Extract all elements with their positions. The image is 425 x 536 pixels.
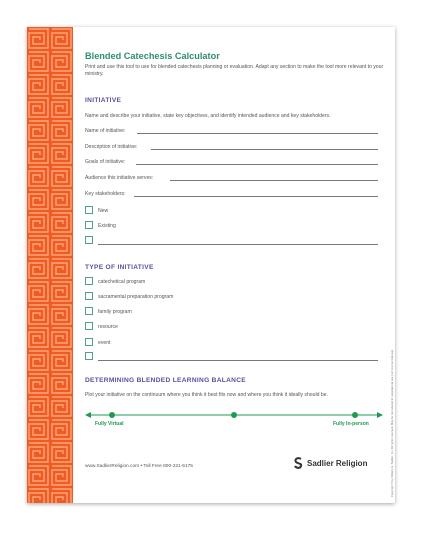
checkbox[interactable] <box>85 277 93 285</box>
checkbox-label: sacramental preparation program <box>98 294 174 300</box>
worksheet-content <box>85 27 385 503</box>
field-stakeholders[interactable] <box>85 190 378 198</box>
checkbox-label: family program <box>98 309 132 315</box>
footer-contact: www.SadlierReligion.com • Toll Free 800-221-5175 <box>85 464 193 469</box>
checkbox[interactable] <box>85 352 93 360</box>
field-label: Audience this initiative serves: <box>85 175 154 181</box>
write-line[interactable] <box>170 180 378 181</box>
write-line[interactable] <box>98 360 378 361</box>
continuum-scale[interactable] <box>85 407 383 437</box>
copyright-vertical: Copyright © by William H. Sadlier, Inc. All rights reserved. May be reproduced for educational use (not commercial use). <box>390 348 394 497</box>
checkbox[interactable] <box>85 322 93 330</box>
write-line[interactable] <box>134 196 378 197</box>
write-line[interactable] <box>98 244 378 245</box>
decorative-pattern <box>27 27 73 503</box>
sadlier-logo-icon <box>293 457 304 469</box>
arrow-left-icon <box>85 412 91 418</box>
field-description[interactable] <box>85 143 378 151</box>
checkbox[interactable] <box>85 292 93 300</box>
write-line[interactable] <box>136 164 378 165</box>
checkbox-label: New <box>98 208 109 214</box>
label-fully-in-person: Fully In-person <box>333 421 369 427</box>
arrow-right-icon <box>377 412 383 418</box>
section-heading-balance: DETERMINING BLENDED LEARNING BALANCE <box>85 377 246 384</box>
section-heading-initiative: INITIATIVE <box>85 97 122 104</box>
brand-name: Sadlier Religion <box>307 459 368 468</box>
checkbox[interactable] <box>85 236 93 244</box>
checkbox-label: resource <box>98 324 118 330</box>
checkbox-resource[interactable] <box>85 322 378 331</box>
checkbox-sacramental[interactable] <box>85 292 378 301</box>
checkbox-label: catechetical program <box>98 279 146 285</box>
checkbox-label: Existing <box>98 223 116 229</box>
field-label: Goals of initiative: <box>85 159 126 165</box>
initiative-instructions: Name and describe your initiative, state key objectives, and identify intended audience and key stakeholders. <box>85 113 331 119</box>
continuum-point-middle[interactable] <box>231 412 237 418</box>
checkbox[interactable] <box>85 221 93 229</box>
checkbox-event[interactable] <box>85 338 378 347</box>
field-goals[interactable] <box>85 158 378 166</box>
checkbox[interactable] <box>85 338 93 346</box>
write-line[interactable] <box>151 149 378 150</box>
balance-instructions: Plot your initiative on the continuum where you think it best fits now and where you think it ideally should be. <box>85 392 328 398</box>
checkbox[interactable] <box>85 307 93 315</box>
field-label: Description of initiative: <box>85 144 138 150</box>
field-label: Name of initiative: <box>85 128 126 134</box>
section-heading-type: TYPE OF INITIATIVE <box>85 264 154 271</box>
checkbox-other[interactable] <box>85 236 378 245</box>
checkbox-new[interactable] <box>85 206 378 215</box>
continuum-point-left[interactable] <box>109 412 115 418</box>
checkbox-type-other[interactable] <box>85 352 378 361</box>
label-fully-virtual: Fully Virtual <box>95 421 124 427</box>
checkbox-existing[interactable] <box>85 221 378 230</box>
write-line[interactable] <box>137 133 378 134</box>
field-audience[interactable] <box>85 174 378 182</box>
page-title: Blended Catechesis Calculator <box>85 51 220 61</box>
intro-text: Print and use this tool to use for blended catechesis planning or evaluation. Adapt any section to make the tool more relevant to your ministry. <box>85 64 384 77</box>
worksheet-page <box>27 27 395 503</box>
field-name-of-initiative[interactable] <box>85 127 378 135</box>
checkbox[interactable] <box>85 206 93 214</box>
field-label: Key stakeholders: <box>85 191 126 197</box>
checkbox-label: event <box>98 340 111 346</box>
checkbox-family[interactable] <box>85 307 378 316</box>
checkbox-catechetical[interactable] <box>85 277 378 286</box>
continuum-point-right[interactable] <box>352 412 358 418</box>
